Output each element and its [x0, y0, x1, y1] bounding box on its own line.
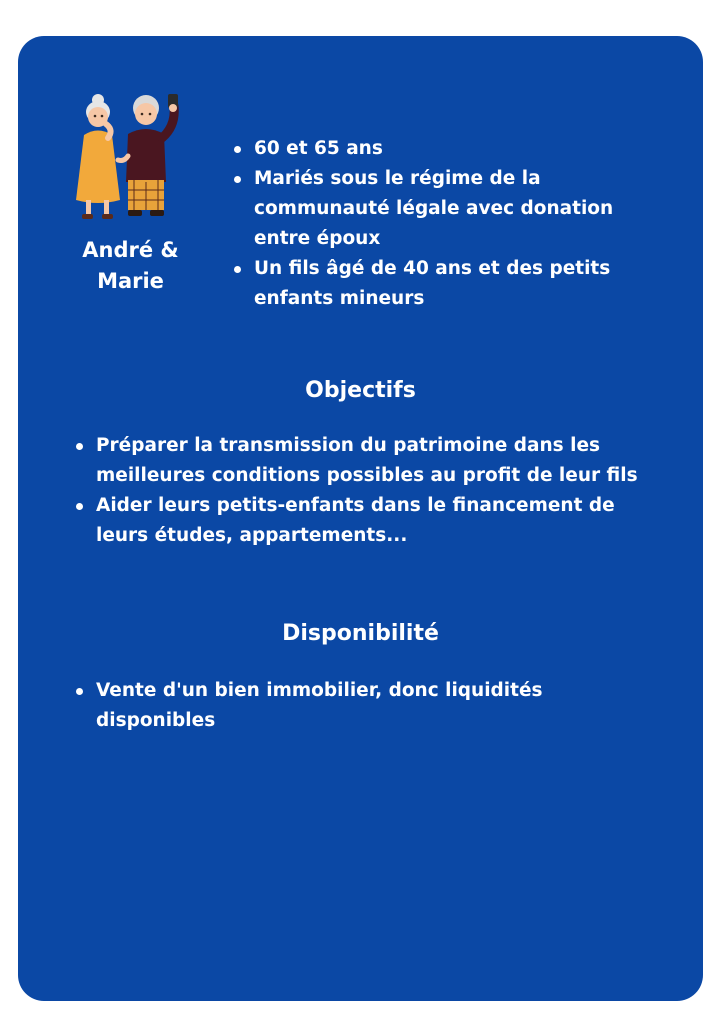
- profile-item-age: 60 et 65 ans: [232, 134, 672, 164]
- objectifs-list: [74, 431, 664, 551]
- objectif-item-transmission: Préparer la transmission du patrimoine dans les meilleures conditions possibles au profit de leur fils: [74, 431, 664, 491]
- disponibilite-title: Disponibilité: [282, 621, 439, 646]
- objectif-item-grandchildren: Aider leurs petits-enfants dans le financement de leurs études, appartements...: [74, 491, 664, 551]
- profile-item-family: Un fils âgé de 40 ans et des petits enfants mineurs: [232, 254, 672, 314]
- objectifs-title: Objectifs: [305, 378, 416, 403]
- persona-block: [68, 90, 193, 297]
- elderly-couple-icon: [68, 90, 193, 225]
- disponibilite-item-sale: Vente d'un bien immobilier, donc liquidités disponibles: [74, 676, 664, 736]
- profile-item-marriage: Mariés sous le régime de la communauté légale avec donation entre époux: [232, 164, 672, 254]
- disponibilite-list: [74, 676, 664, 736]
- persona-name-line2: Marie: [97, 269, 164, 293]
- persona-name-line1: André &: [82, 238, 179, 262]
- profile-card: [18, 36, 703, 1001]
- persona-name: [68, 235, 193, 297]
- profile-info-list: [232, 134, 672, 314]
